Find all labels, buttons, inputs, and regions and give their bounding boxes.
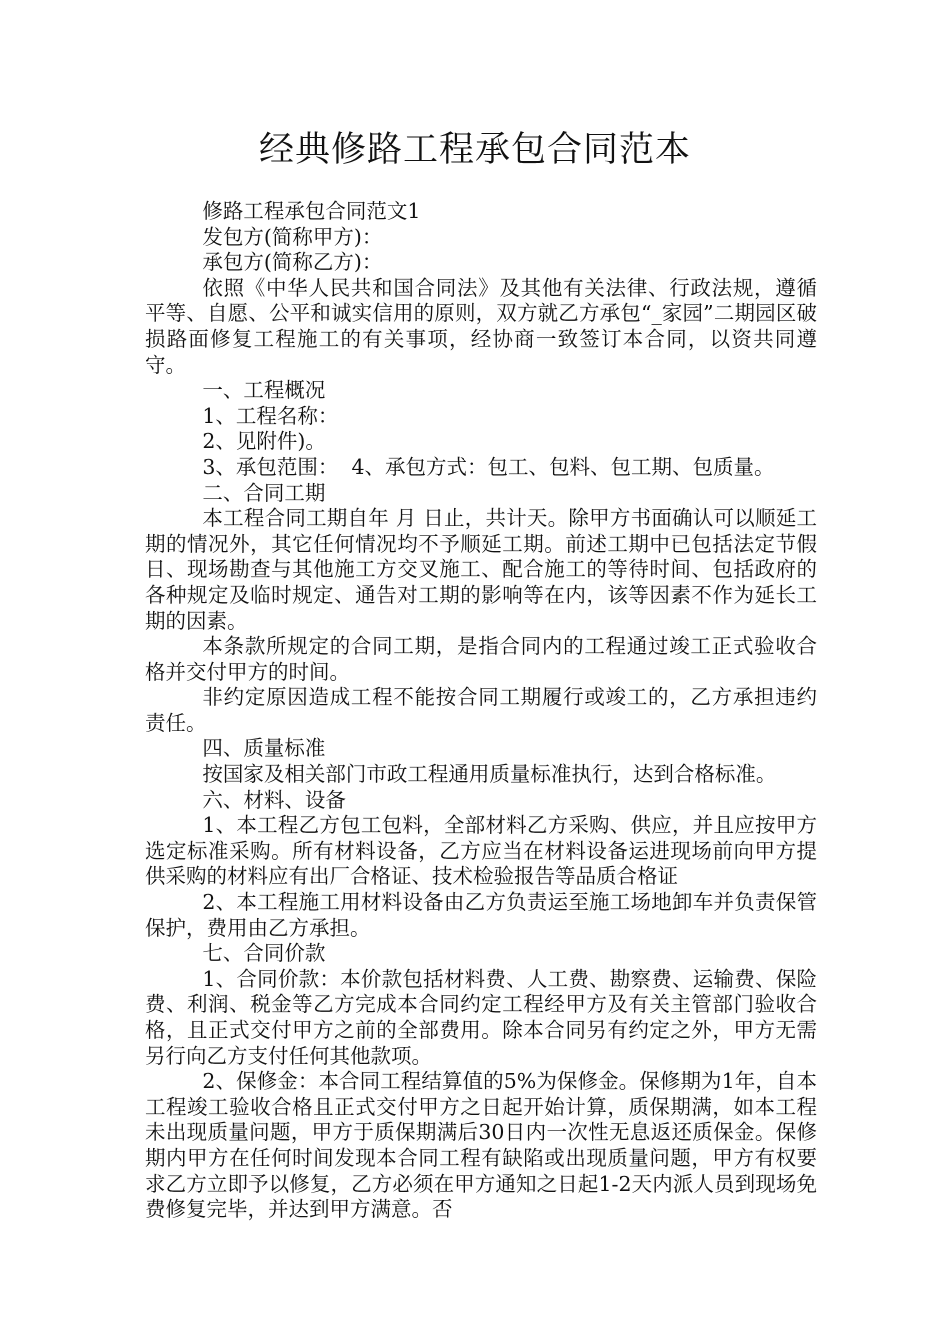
paragraph: 本工程合同工期自年 月 日止，共计天。除甲方书面确认可以顺延工期的情况外，其它任何情况均不予顺延工期。前述工期中已包括法定节假日、现场勘查与其他施工方交叉施工、配合施工的等待时间、包括政府的各种规定及临时规定、通告对工期的影响等在内，该等因素不作为延长工期的因素。 — [145, 506, 817, 633]
paragraph: 依照《中华人民共和国合同法》及其他有关法律、行政法规，遵循平等、自愿、公平和诚实信用的原则，双方就乙方承包“_家园”二期园区破损路面修复工程施工的有关事项，经协商一致签订本合同，以资共同遵守。 — [145, 275, 817, 377]
paragraph: 2、本工程施工用材料设备由乙方负责运至施工场地卸车并负责保管保护，费用由乙方承担。 — [145, 890, 817, 940]
paragraph: 1、本工程乙方包工包料，全部材料乙方采购、供应，并且应按甲方选定标准采购。所有材料设备，乙方应当在材料设备运进现场前向甲方提供采购的材料应有出厂合格证、技术检验报告等品质合格证 — [145, 813, 817, 889]
paragraph: 1、工程名称： — [202, 403, 339, 428]
section-heading: 六、材料、设备 — [202, 787, 346, 812]
paragraph: 按国家及相关部门市政工程通用质量标准执行，达到合格标准。 — [202, 762, 777, 787]
section-heading: 二、合同工期 — [202, 480, 326, 505]
paragraph: 1、合同价款：本价款包括材料费、人工费、勘察费、运输费、保险费、利润、税金等乙方完成本合同约定工程经甲方及有关主管部门验收合格，且正式交付甲方之前的全部费用。除本合同另有约定之外，甲方无需另行向乙方支付任何其他款项。 — [145, 966, 817, 1068]
paragraph: 发包方(简称甲方)： — [202, 224, 383, 249]
paragraph: 3、承包范围： 4、承包方式：包工、包料、包工期、包质量。 — [202, 454, 775, 479]
section-heading: 七、合同价款 — [202, 941, 326, 966]
section-heading: 一、工程概况 — [202, 378, 326, 403]
paragraph: 修路工程承包合同范文1 — [202, 199, 421, 223]
paragraph: 2、保修金：本合同工程结算值的5%为保修金。保修期为1年，自本工程竣工验收合格且正式交付甲方之日起开始计算，质保期满，如本工程未出现质量问题，甲方于质保期满后30日内一次性无息返还质保金。保修期内甲方在任何时间发现本合同工程有缺陷或出现质量问题，甲方有权要求乙方立即予以修复，乙方必须在甲方通知之日起1-2天内派人员到现场免费修复完毕，并达到甲方满意。否 — [145, 1069, 817, 1222]
document-body — [145, 199, 817, 1223]
paragraph: 承包方(简称乙方)： — [202, 250, 383, 275]
paragraph: 本条款所规定的合同工期，是指合同内的工程通过竣工正式验收合格并交付甲方的时间。 — [145, 634, 817, 684]
paragraph: 2、见附件)。 — [202, 429, 326, 454]
paragraph: 非约定原因造成工程不能按合同工期履行或竣工的，乙方承担违约责任。 — [145, 685, 817, 735]
section-heading: 四、质量标准 — [202, 736, 326, 761]
document-title: 经典修路工程承包合同范本 — [258, 130, 691, 170]
